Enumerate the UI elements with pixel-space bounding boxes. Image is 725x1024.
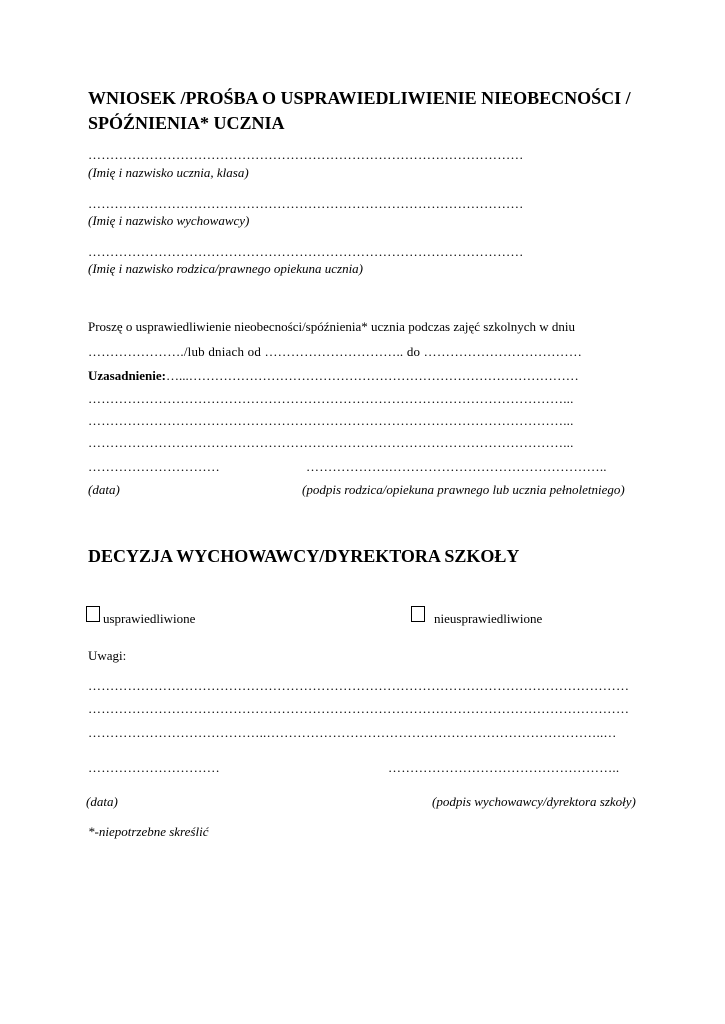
remarks-line[interactable]: …………………………………..…………………………………………………………………..… [88, 725, 617, 740]
reason-label: Uzasadnienie: [88, 368, 166, 383]
reason-line[interactable]: ………………………………………………………………………………………………... [88, 413, 574, 428]
parent-name-line[interactable]: ……………………………………………………………………………………… [88, 244, 524, 259]
excused-checkbox[interactable] [86, 606, 100, 622]
form-title-line2: SPÓŹNIENIA* UCZNIA [88, 113, 285, 133]
excused-option-label: usprawiedliwione [103, 611, 196, 626]
request-signature-line[interactable]: ……………….………………………………………….. [306, 459, 607, 474]
reason-first-line[interactable]: …...……………………………………………………………………………… [166, 368, 579, 383]
parent-name-caption: (Imię i nazwisko rodzica/prawnego opiekuna ucznia) [88, 261, 364, 276]
request-date-label: (data) [88, 482, 120, 497]
absence-dates-line[interactable]: …………………./lub dniach od ………………………….. do ……………………………… [88, 344, 583, 359]
decision-signature-label: (podpis wychowawcy/dyrektora szkoły) [432, 794, 636, 809]
remarks-line[interactable]: …………………………………………………………………………………………………………… [88, 678, 630, 693]
remarks-line[interactable]: …………………………………………………………………………………………………………… [88, 701, 630, 716]
student-name-line[interactable]: ……………………………………………………………………………………… [88, 147, 524, 162]
decision-date-label: (data) [86, 794, 118, 809]
reason-line[interactable]: ………………………………………………………………………………………………... [88, 391, 574, 406]
teacher-name-line[interactable]: ……………………………………………………………………………………… [88, 196, 524, 211]
request-signature-label: (podpis rodzica/opiekuna prawnego lub ucznia pełnoletniego) [302, 482, 625, 497]
reason-line[interactable]: ………………………………………………………………………………………………... [88, 435, 574, 450]
teacher-name-caption: (Imię i nazwisko wychowawcy) [88, 213, 250, 228]
remarks-label: Uwagi: [88, 648, 127, 663]
decision-date-line[interactable]: ………………………… [88, 760, 220, 775]
decision-signature-line[interactable]: …………………………………………….. [388, 760, 620, 775]
student-name-caption: (Imię i nazwisko ucznia, klasa) [88, 165, 249, 180]
footnote: *-niepotrzebne skreślić [88, 824, 209, 839]
form-title-line1: WNIOSEK /PROŚBA O USPRAWIEDLIWIENIE NIEOBECNOŚCI / [88, 88, 631, 108]
request-date-line[interactable]: ………………………… [88, 459, 220, 474]
reason-row [88, 368, 579, 384]
unexcused-checkbox[interactable] [411, 606, 425, 622]
unexcused-option-label: nieusprawiedliwione [434, 611, 543, 626]
decision-heading: DECYZJA WYCHOWAWCY/DYREKTORA SZKOŁY [88, 546, 520, 566]
request-text: Proszę o usprawiedliwienie nieobecności/spóźnienia* ucznia podczas zajęć szkolnych w dniu [88, 319, 575, 334]
